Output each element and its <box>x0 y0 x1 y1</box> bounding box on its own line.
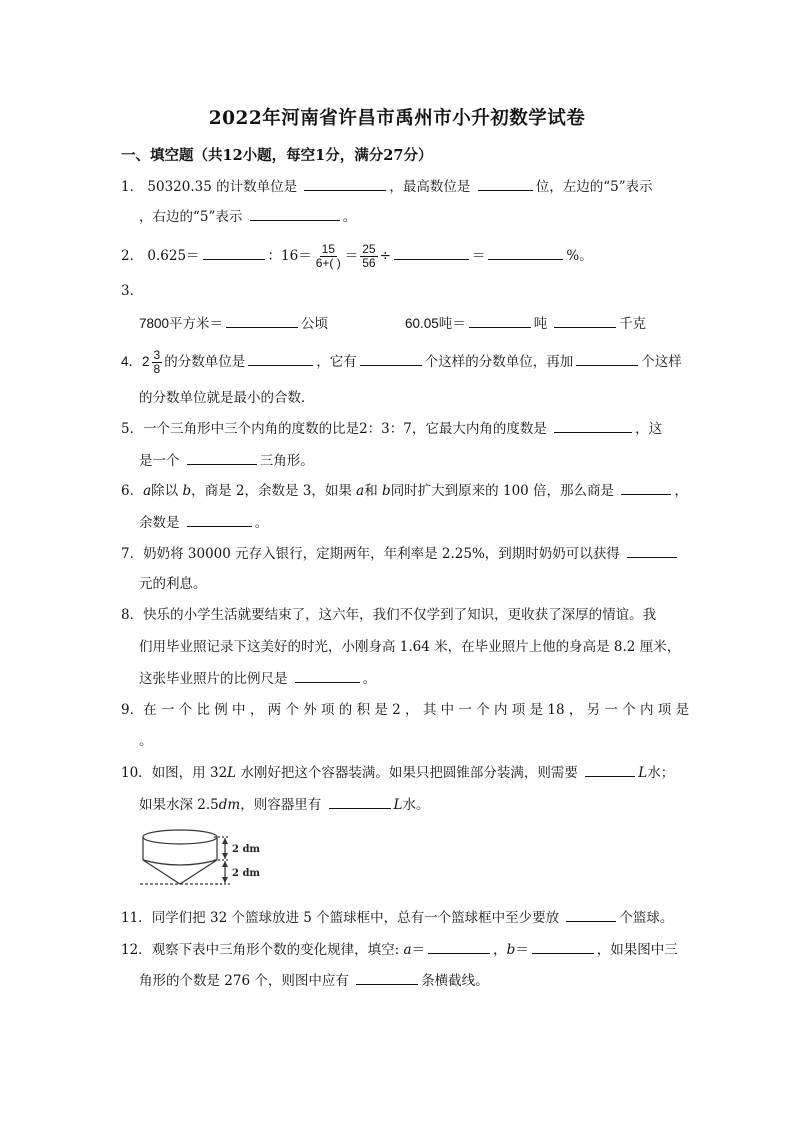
arrow-head <box>222 853 228 859</box>
question-6-line-1 <box>121 480 688 501</box>
question-1-line-1 <box>121 176 653 197</box>
q5-text-a: 一个三角形中三个内角的度数的比是2：3：7，它最大内角的度数是 <box>143 421 547 437</box>
q6-var-b: b <box>182 483 192 499</box>
q6-text-g: 。 <box>254 515 269 531</box>
q10-text-f: 水。 <box>402 797 430 813</box>
q4-text-c: 个这样的分数单位，再加 <box>424 354 574 369</box>
arrow-head <box>222 861 228 867</box>
q2-fraction-1 <box>314 243 343 270</box>
q11-blank-1[interactable] <box>566 907 616 922</box>
q3-blank-2[interactable] <box>469 313 531 328</box>
page-title: 2022年河南省许昌市禹州市小升初数学试卷 <box>208 108 586 129</box>
fraction-numerator: 25 <box>362 242 376 256</box>
q12-blank-3[interactable] <box>356 970 418 985</box>
q3-text-d: 吨 <box>533 316 548 331</box>
q7-blank-1[interactable] <box>627 543 677 558</box>
q9-text-b: 。 <box>139 733 153 749</box>
q8-text-d: 。 <box>362 671 377 687</box>
question-7-line-1 <box>121 543 680 564</box>
question-12-line-2 <box>139 970 489 991</box>
q9-text-a: 在 一 个 比 例 中 ， 两 个 外 项 的 积 是 2 ， 其 中 一 个 内 项 是 18 ， 另 一 个 内 项 是 <box>143 702 690 718</box>
fraction-denominator: 56 <box>362 256 376 270</box>
question-9-line-1 <box>121 700 689 720</box>
q11-text-b: 个篮球。 <box>619 910 674 926</box>
question-8-line-2 <box>139 637 680 657</box>
q3-text-c: 60.05吨＝ <box>405 316 466 331</box>
q10-blank-1[interactable] <box>585 762 635 777</box>
q2-text-d: %。 <box>566 248 593 264</box>
q10-text-b: 水刚好把这个容器装满。如果只把圆锥部分装满，则需要 <box>236 765 578 781</box>
q12-text-c: 角形的个数是 276 个，则图中应有 <box>139 973 349 989</box>
q10-unit-dm: dm <box>218 797 241 813</box>
q10-text-c: 水； <box>647 765 675 781</box>
question-number: 5． <box>121 421 144 437</box>
q1-text-b: ，最高数位是 <box>389 179 471 195</box>
q1-text-e: 。 <box>342 209 357 225</box>
q10-blank-2[interactable] <box>329 794 391 809</box>
q6-text-b: ，商是 2，余数是 3，如果 <box>191 483 352 499</box>
question-1-line-2 <box>139 206 356 227</box>
q1-text-c: 位，左边的“5”表示 <box>535 179 653 195</box>
question-number: 2． <box>121 248 144 264</box>
arrow-head <box>222 877 228 883</box>
fraction-numerator: 3 <box>153 347 161 362</box>
question-10-line-1 <box>121 762 674 783</box>
q3-blank-3[interactable] <box>554 313 616 328</box>
q6-text-a: 除以 <box>151 483 179 499</box>
question-number: 1． <box>121 179 144 195</box>
q4-blank-2[interactable] <box>360 351 422 366</box>
q6-var-a-2: a <box>356 483 365 499</box>
question-8-line-1 <box>121 605 656 625</box>
fraction-numerator: 15 <box>321 242 335 256</box>
q12-text-b: ，如果图中三 <box>596 942 678 958</box>
question-4-line-2 <box>139 388 315 408</box>
question-number: 12． <box>121 942 152 958</box>
q2-text-c: ＝ <box>471 248 486 264</box>
q6-text-f: 余数是 <box>139 515 180 531</box>
q6-blank-2[interactable] <box>187 512 252 527</box>
question-number: 8． <box>121 607 144 623</box>
q1-blank-3[interactable] <box>250 206 340 221</box>
question-3-line-1 <box>139 313 328 334</box>
q10-unit-l-3: L <box>393 797 403 813</box>
q4-text-d: 个这样 <box>641 354 682 369</box>
q3-text-e: 千克 <box>619 316 647 331</box>
q4-text-b: ，它有 <box>316 354 357 369</box>
q4-fraction <box>152 349 163 376</box>
question-number: 4． <box>121 354 143 369</box>
q3-text-b: 公顷 <box>301 316 329 331</box>
q5-text-c: 是一个 <box>139 453 180 469</box>
q10-text-d: 如果水深 2.5 <box>139 797 219 813</box>
fraction-denominator: 6+( ) <box>315 256 341 270</box>
dimension-label-lower: 2 dm <box>232 868 260 879</box>
q11-text-a: 同学们把 32 个篮球放进 5 个篮球框中，总有一个篮球框中至少要放 <box>151 910 560 926</box>
q10-text-a: 如图，用 32 <box>151 765 228 781</box>
question-11 <box>121 907 673 928</box>
q3-blank-1[interactable] <box>226 313 298 328</box>
q5-blank-1[interactable] <box>554 418 632 433</box>
q12-blank-1[interactable] <box>428 939 490 954</box>
question-9-line-2 <box>139 731 153 751</box>
question-number: 3． <box>121 283 144 299</box>
question-5-line-1 <box>121 418 662 439</box>
q6-blank-1[interactable] <box>621 480 671 495</box>
question-number: 11． <box>121 910 152 926</box>
q12-var-a: a <box>403 942 412 958</box>
question-10-line-2 <box>139 794 429 815</box>
question-4-line-1 <box>121 346 682 378</box>
question-6-line-2 <box>139 512 268 533</box>
q3-text-a: 7800平方米＝ <box>139 316 224 331</box>
q5-blank-2[interactable] <box>187 450 257 465</box>
container-figure <box>140 828 260 890</box>
q2-blank-3[interactable] <box>488 245 563 260</box>
q1-text-d: ，右边的“5”表示 <box>139 209 243 225</box>
question-number: 9． <box>121 702 144 718</box>
q2-blank-2[interactable] <box>394 245 469 260</box>
q8-text-c: 这张毕业照片的比例尺是 <box>139 671 288 687</box>
q2-text-b: ：16＝ <box>267 248 312 264</box>
question-8-line-3 <box>139 668 376 689</box>
q4-mixed-whole: 2 <box>142 354 150 369</box>
q8-text-b: 们用毕业照记录下这美好的时光，小刚身高 1.64 米，在毕业照片上他的身高是 8.2 厘米， <box>139 639 681 655</box>
q4-blank-1[interactable] <box>248 351 313 366</box>
question-number: 7． <box>121 546 144 562</box>
q6-var-a: a <box>143 483 152 499</box>
q2-fraction-2 <box>360 243 377 270</box>
question-2 <box>121 240 593 272</box>
q6-text-e: ， <box>674 483 688 499</box>
q7-text-a: 奶奶将 30000 元存入银行，定期两年，年利率是 2.25%，到期时奶奶可以获得 <box>143 546 620 562</box>
q12-text-d: 条横截线。 <box>421 973 489 989</box>
cylinder-bottom <box>143 860 217 865</box>
q6-text-d: 同时扩大到原来的 100 倍，那么商是 <box>390 483 615 499</box>
q5-text-b: ，这 <box>635 421 663 437</box>
arrow-head <box>222 838 228 844</box>
q2-text-a: 0.625＝ <box>147 248 200 264</box>
q2-blank-1[interactable] <box>203 245 265 260</box>
q10-unit-l-2: L <box>638 765 648 781</box>
q12-equals-1: ＝ <box>411 942 426 958</box>
q4-text-a: 的分数单位是 <box>164 354 246 369</box>
q4-text-e: 的分数单位就是最小的合数． <box>139 390 315 405</box>
dimension-label-upper: 2 dm <box>232 844 260 855</box>
q10-text-e: ，则容器里有 <box>240 797 322 813</box>
cylinder-top <box>143 830 217 844</box>
q2-equals: ＝ <box>344 248 359 264</box>
question-3-number <box>121 281 143 301</box>
q4-blank-3[interactable] <box>576 351 638 366</box>
question-12-line-1 <box>121 939 678 960</box>
question-3-line-2 <box>405 313 646 334</box>
q7-text-b: 元的利息。 <box>139 576 207 592</box>
section-heading: 一、填空题（共12小题，每空1分，满分27分） <box>121 147 433 164</box>
fraction-denominator: 8 <box>153 361 161 376</box>
q8-text-a: 快乐的小学生活就要结束了，这六年，我们不仅学到了知识，更收获了深厚的情谊。我 <box>143 607 657 623</box>
q12-var-b: b <box>506 942 516 958</box>
q10-unit-l: L <box>227 765 237 781</box>
q5-text-d: 三角形。 <box>259 453 314 469</box>
q12-text-a: 观察下表中三角形个数的变化规律，填空: <box>151 942 404 958</box>
question-number: 10． <box>121 765 152 781</box>
question-7-line-2 <box>139 574 207 594</box>
q1-blank-2[interactable] <box>478 176 533 191</box>
q12-blank-2[interactable] <box>532 939 594 954</box>
question-number: 6． <box>121 483 144 499</box>
question-5-line-2 <box>139 450 314 471</box>
q8-blank-1[interactable] <box>295 668 360 683</box>
q12-equals-2: ＝ <box>515 942 529 958</box>
q6-var-b-2: b <box>382 483 391 499</box>
q2-divide: ÷ <box>379 248 391 264</box>
q1-text-a: 50320.35 的计数单位是 <box>147 179 298 195</box>
q6-text-c: 和 <box>364 483 378 499</box>
q1-blank-1[interactable] <box>304 176 386 191</box>
q12-separator: ， <box>493 942 507 958</box>
